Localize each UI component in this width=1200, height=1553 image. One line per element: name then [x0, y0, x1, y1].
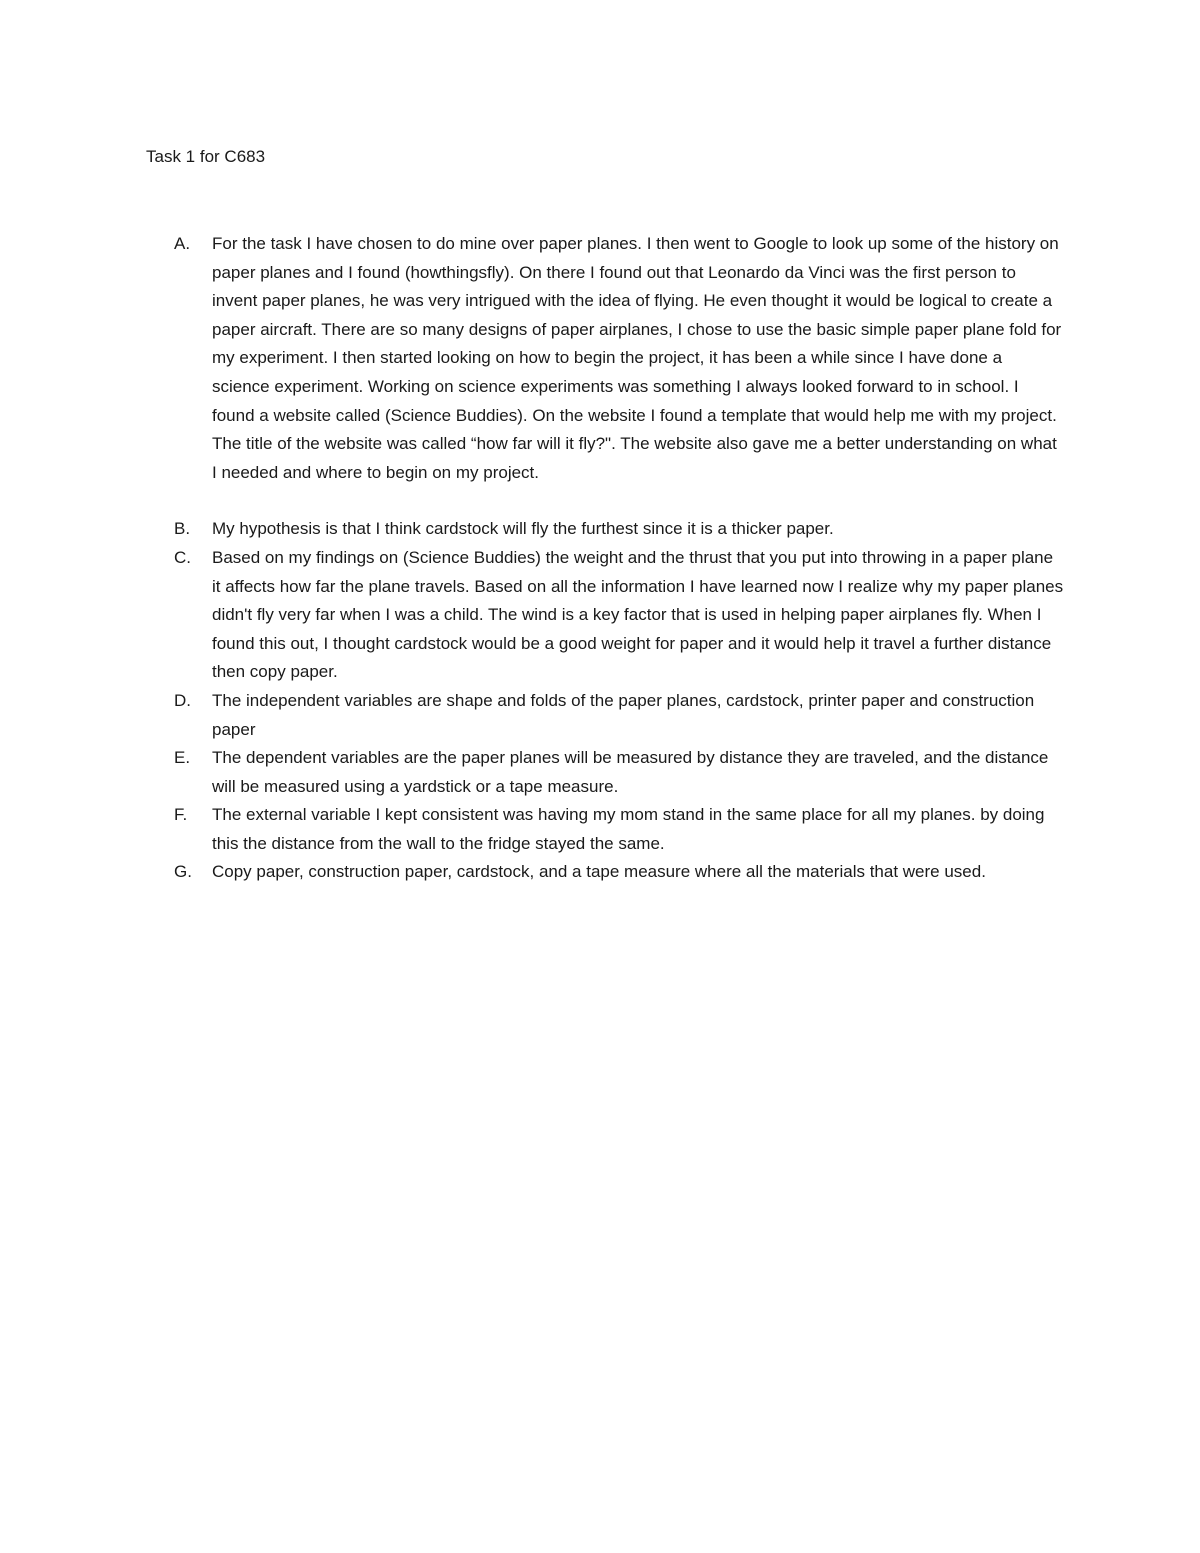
- answer-item: [174, 687, 1064, 744]
- answer-text: My hypothesis is that I think cardstock will fly the furthest since it is a thicker paper.: [212, 519, 834, 539]
- answer-text: Copy paper, construction paper, cardstock, and a tape measure where all the materials that were used.: [212, 862, 986, 882]
- answer-list: [174, 230, 1064, 887]
- answer-letter: C.: [174, 547, 191, 567]
- answer-item: [174, 801, 1064, 858]
- answer-text: The external variable I kept consistent was having my mom stand in the same place for all my planes. by doing this the distance from the wall to the fridge stayed the same.: [212, 805, 1045, 853]
- answer-item: [174, 544, 1064, 687]
- answer-letter: A.: [174, 234, 191, 253]
- answer-letter: B.: [174, 519, 191, 539]
- answer-text: For the task I have chosen to do mine over paper planes. I then went to Google to look up some of the history on paper planes and I found (howthingsfly). On there I found out that Leonardo da Vinci was the first person to invent paper planes, he was very intrigued with the idea of flying. He even thought it would be logical to create a paper aircraft. There are so many designs of paper airplanes, I chose to use the basic simple paper plane fold for my experiment. I then started looking on how to begin the project, it has been a while since I have done a science experiment. Working on science experiments was something I always looked forward to in school. I found a website called (Science Buddies). On the website I found a template that would help me with my project. The title of the website was called “how far will it fly?". The website also gave me a better understanding on what I needed and where to begin on my project.: [212, 234, 1062, 482]
- answer-item: [174, 515, 1064, 544]
- answer-item: [174, 858, 1064, 887]
- answer-letter: G.: [174, 862, 192, 882]
- answer-item: [174, 230, 1064, 487]
- answer-letter: D.: [174, 690, 191, 710]
- answer-item: [174, 744, 1064, 801]
- answer-letter: F.: [174, 805, 188, 825]
- answer-text: The dependent variables are the paper planes will be measured by distance they are traveled, and the distance will be measured using a yardstick or a tape measure.: [212, 748, 1049, 796]
- answer-text: Based on my findings on (Science Buddies) the weight and the thrust that you put into throwing in a paper plane it affects how far the plane travels. Based on all the information I have learned now I realize why my paper planes didn't fly very far when I was a child. The wind is a key factor that is used in helping paper airplanes fly. When I found this out, I thought cardstock would be a good weight for paper and it would help it travel a further distance then copy paper.: [212, 547, 1064, 682]
- answer-letter: E.: [174, 748, 191, 768]
- answer-text: The independent variables are shape and folds of the paper planes, cardstock, printer paper and construction paper: [212, 690, 1035, 739]
- document-title: Task 1 for C683: [146, 147, 266, 166]
